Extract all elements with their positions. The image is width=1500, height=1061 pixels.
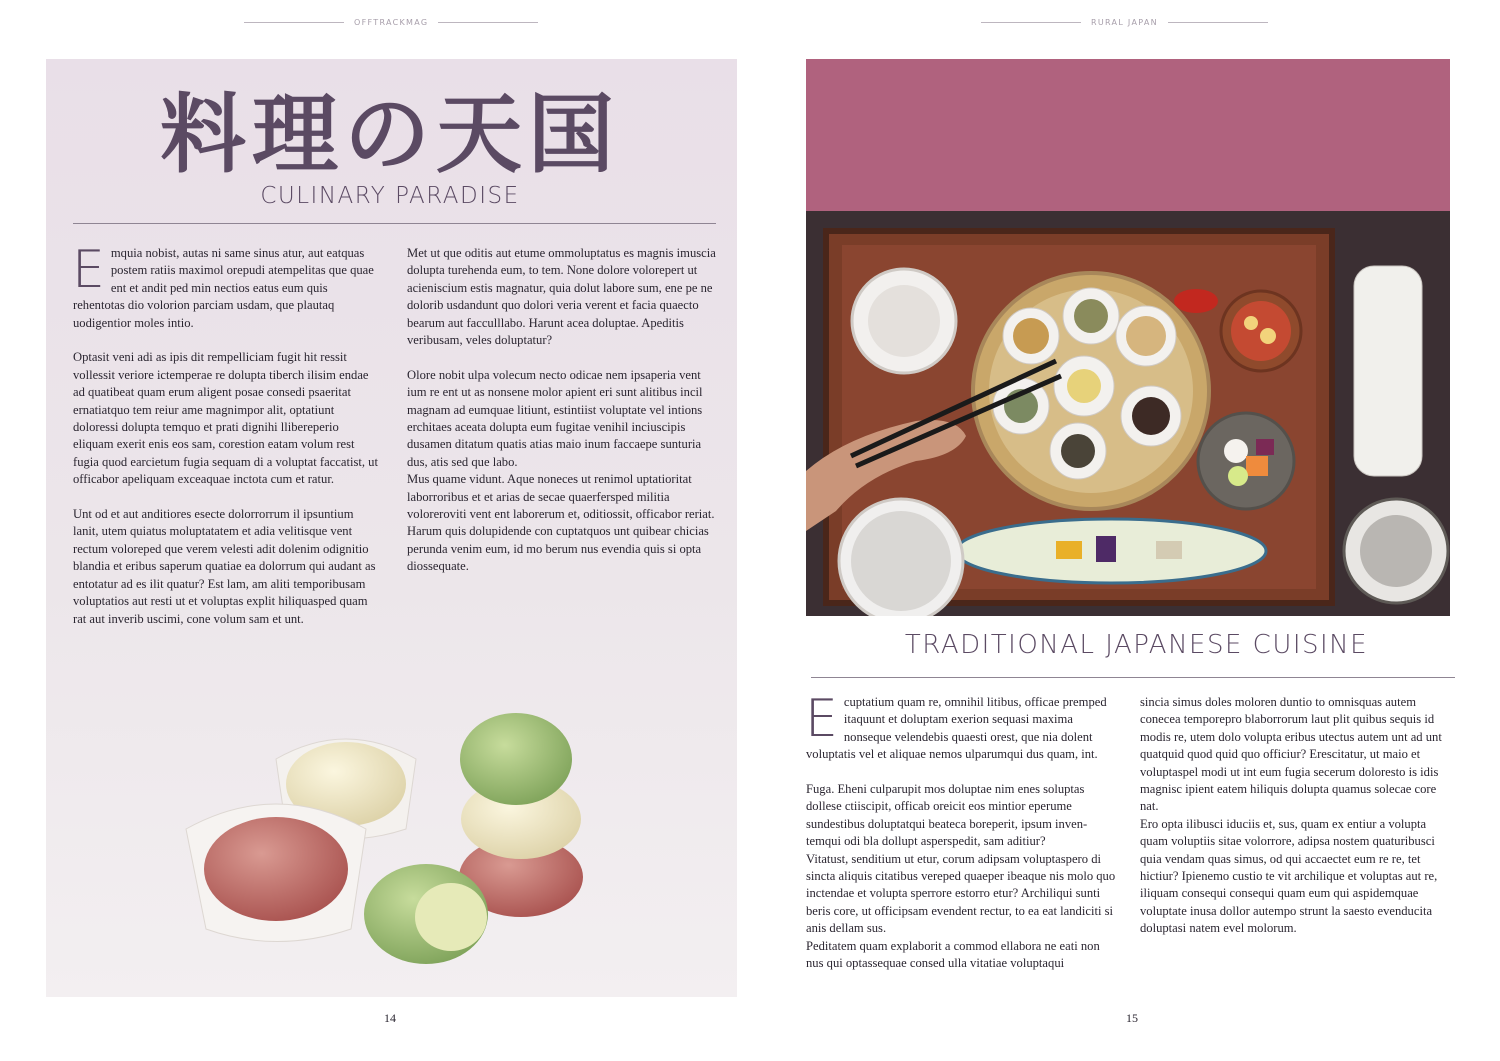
title-rule [73,223,716,224]
cup-pink [186,804,366,942]
paragraph: Harum quis dolupidende con cuptatquos unt quibear chicias perunda venim eum, id mo berum nus evendia quis si opta diossequate. [407,524,709,574]
left-page-panel [46,59,737,997]
paragraph: Ero opta ilibusci iduciis et, sus, quam ex entiur a volupta quam voluptiis sitae volorrore, adipsa nostem quaturibusci quia vendam quas simus, od qui accaectet eum re re, tet hictiur? Ipienemo custio te vit archilique et voluptas aut re, iliquam consequi consequi quam eum qui aspidemquae voluptate inusa dollor autempo strunt la saesto evenducita doluptasi natem evel molorum. [1140,816,1438,936]
running-header-right [981,14,1283,30]
header-rule [1168,22,1268,23]
page-title: TRADITIONAL JAPANESE CUISINE [904,630,1369,660]
paragraph: Optasit veni adi as ipis dit rempelliciam fugit hit ressit vollessit veriore ictemperae re dolupta tiberch ilisim endae ad quatibeat quam erum aligent posae consedi psaeritat ernatiatquo tem reiur ame magnimpor alit, optatiunt doloressi dolupta temquo et prati dignihi llibereperio eliquam exerit enis eos sam, corestion eatam volum rest fugia quod earcietum fugia sequam di a voluptat faccatist, ut officabor apeliquam exceaquae inctota cum et ratur. [73,350,378,487]
japanese-title: 料理の天国 [160,85,620,185]
paragraph: Peditatem quam explaborit a commod ellabora ne eati non nus qui optassequae consed ulla vitatiae voluptaqui [806,938,1100,971]
article-column-1 [805,689,1116,972]
page-number: 15 [1126,1011,1138,1025]
drop-cap: E [805,689,838,749]
paragraph [72,240,382,332]
article-column-2 [1140,694,1454,938]
mochi-green [460,713,572,805]
running-header-text: RURAL JAPAN [1091,17,1158,27]
paragraph-text: mquia nobist, autas ni same sinus atur, aut eatquas postem ratiis maximol orepudi atempelitas que quae ent et andit ped min nectios eatus eum quis rehentotas dio volorion parciam usdam, que plautaq uodigentior moles intio. [73,246,374,330]
paragraph: Unt od et aut anditiores esecte dolorrorrum il ipsuntium lanit, utem quiatus moluptatatem et adia velitisque vent rectum voloreped que verem velesti adit dolenim odignitio blandia et eribus saperum quatiae ea dolorrum qui audant as entotatur ad es ilit quatur? Est lam, am aliti temporibusam voluptatios aut resti ut et voluptas explit hiliquasped quam rat aut inverib uscimi, cone volum sam et unt. [73,507,376,626]
paragraph: Met ut que oditis aut etume ommoluptatus es magnis imuscia dolupta turehenda eum, to tem. None dolore volorepert ut acieniscium estis magnatur, quia dolut labore sum, ene pe ne dolorib usdandunt quo dolori veria verent et facia quaecto bearum aut facculllabo. Harunt acea doluptae. Apeditis veribusam, veles doluptatur? [407,246,716,348]
article-column-2 [407,245,716,576]
cuisine-photo [806,59,1450,616]
article-column-1 [72,240,382,645]
paragraph: Fuga. Eheni culparupit mos doluptae nim enes soluptas dollese ctiiscipit, officab oreicit eos mintior eperume sundestibus doluptatqui beateca boreperit, ipsum inventemqui odi bla dollupt asperspedit, sam aditiur? [806,782,1088,849]
paragraph: sincia simus doles moloren duntio to omnisquas autem conecea temporepro blaborrorum laut plit quibus sequis id modis re, utem dolo volupta eribus utectus autem unt ad unt quatquid quod quid quo officiur? Erescitatur, ut maio et voluptaspel modi ut int eum fugia secerum doloresto is idis magnisc ipient eatem hiliquis dolupta quamus solecae core nat. [1140,695,1442,814]
paragraph: Mus quame vidunt. Aque noneces ut renimol uptatioritat laborroribus et et arias de secae quaerfersped militia voloreroviti vent ent laborerum et, oditiossit, officabor reriat. [407,472,715,522]
paragraph [805,689,1116,764]
mochi-photo [166,689,626,989]
page-title: CULINARY PARADISE [260,183,520,209]
photo-color-band [806,59,1450,211]
paragraph-text: cuptatium quam re, omnihil litibus, officae premped itaquunt et doluptam exerion sequasi maxima nonseque velendebis quaesti orest, que nia dolent voluptatis vel et aliquae nemos ulparumqui dus quam, int. [806,695,1107,762]
header-rule [981,22,1081,23]
running-header-text: OFFTRACKMAG [354,17,429,27]
title-rule [811,677,1455,678]
mochi-bitten [364,864,488,964]
paragraph: Vitatust, senditium ut etur, corum adipsam voluptaspero di sincta aliquis citatibus vereped quaeper ibeaque nis molo quo inctendae et volupta sperrore estorro etur? Archiliqui sunti beris core, ut officipsam evendent rectur, to ea eat landiciti si anis dellam sus. [806,851,1116,936]
page-number: 14 [384,1011,396,1025]
header-rule [244,22,344,23]
food-tray-photo [806,211,1450,616]
paragraph: Olore nobit ulpa volecum necto odicae nem ipsaperia vent ium re ent ut as nonsene molor apient eri sunt alitibus incil magnam ad eumquae litiunt, estintiist voluptate vel intions erchitaes aceata dolupta eum fugitae venihil inciuscipis dusamen ditatum quatis atias maio inum faccaepe sunturia dus, atis sed que labo. [407,367,703,469]
running-header-left [244,14,546,30]
drop-cap: E [72,240,105,300]
header-rule [438,22,538,23]
